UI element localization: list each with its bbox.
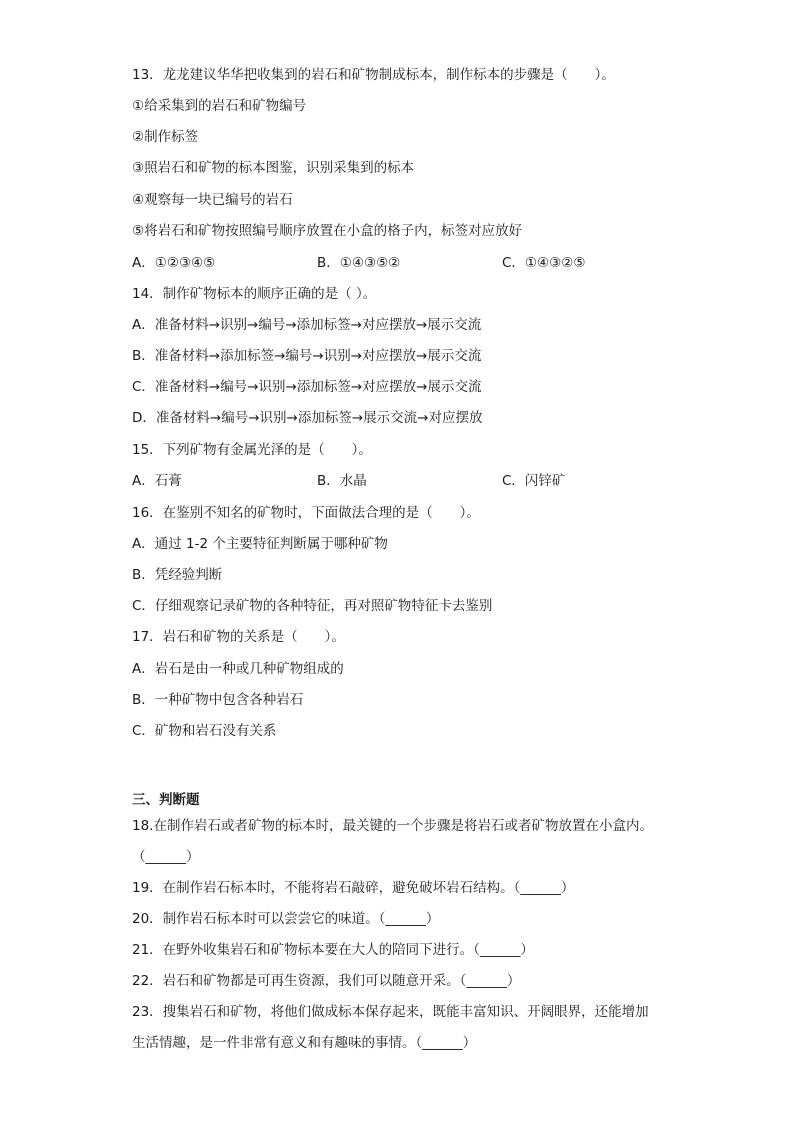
- q17-option-c: C．矿物和岩石没有关系: [132, 723, 277, 739]
- q22-text: 22．岩石和矿物都是可再生资源，我们可以随意开采。（______）: [132, 973, 521, 989]
- q13-step-3: ③照岩石和矿物的标本图鉴，识别采集到的标本: [132, 160, 415, 176]
- q16-option-c: C．仔细观察记录矿物的各种特征，再对照矿物特征卡去鉴别: [132, 598, 493, 614]
- q14-option-b: B．准备材料→添加标签→编号→识别→对应摆放→展示交流: [132, 348, 482, 364]
- section-title: 三、判断题: [132, 792, 200, 808]
- q13-step-1: ①给采集到的岩石和矿物编号: [132, 98, 307, 114]
- q17-stem: 17．岩石和矿物的关系是（ ）。: [132, 629, 345, 645]
- q13-option-b: B．①④③⑤②: [317, 255, 401, 271]
- q17-option-b: B．一种矿物中包含各种岩石: [132, 692, 304, 708]
- q16-option-b: B．凭经验判断: [132, 567, 223, 583]
- q23-line-1: 23．搜集岩石和矿物，将他们做成标本保存起来，既能丰富知识、开阔眼界，还能增加: [132, 1004, 649, 1020]
- q14-option-c: C．准备材料→编号→识别→添加标签→对应摆放→展示交流: [132, 379, 482, 395]
- q19-text: 19．在制作岩石标本时，不能将岩石敲碎，避免破坏岩石结构。（______）: [132, 880, 575, 896]
- q18-answer-blank: （______）: [132, 849, 200, 865]
- q21-text: 21．在野外收集岩石和矿物标本要在大人的陪同下进行。（______）: [132, 942, 534, 958]
- q13-step-2: ②制作标签: [132, 129, 199, 145]
- q15-option-c: C．闪锌矿: [502, 473, 566, 489]
- q13-step-4: ④观察每一块已编号的岩石: [132, 192, 293, 208]
- q13-option-a: A．①②③④⑤: [132, 255, 216, 271]
- q23-line-2: 生活情趣，是一件非常有意义和有趣味的事情。（______）: [132, 1035, 477, 1051]
- q13-option-c: C．①④③②⑤: [502, 255, 586, 271]
- q16-stem: 16．在鉴别不知名的矿物时，下面做法合理的是（ ）。: [132, 505, 480, 521]
- q13-stem: 13．龙龙建议华华把收集到的岩石和矿物制成标本，制作标本的步骤是（ ）。: [132, 67, 615, 83]
- q14-option-a: A．准备材料→识别→编号→添加标签→对应摆放→展示交流: [132, 317, 482, 333]
- q15-option-a: A．石膏: [132, 473, 182, 489]
- q14-stem: 14．制作矿物标本的顺序正确的是（ ）。: [132, 286, 377, 302]
- q17-option-a: A．岩石是由一种或几种矿物组成的: [132, 661, 344, 677]
- q13-step-5: ⑤将岩石和矿物按照编号顺序放置在小盒的格子内，标签对应放好: [132, 223, 523, 239]
- q18-line-1: 18.在制作岩石或者矿物的标本时，最关键的一个步骤是将岩石或者矿物放置在小盒内。: [132, 818, 653, 834]
- q15-option-b: B．水晶: [317, 473, 367, 489]
- q14-option-d: D．准备材料→编号→识别→添加标签→展示交流→对应摆放: [132, 410, 483, 426]
- q15-stem: 15．下列矿物有金属光泽的是（ ）。: [132, 442, 372, 458]
- q20-text: 20．制作岩石标本时可以尝尝它的味道。（______）: [132, 911, 440, 927]
- q16-option-a: A．通过 1-2 个主要特征判断属于哪种矿物: [132, 536, 388, 552]
